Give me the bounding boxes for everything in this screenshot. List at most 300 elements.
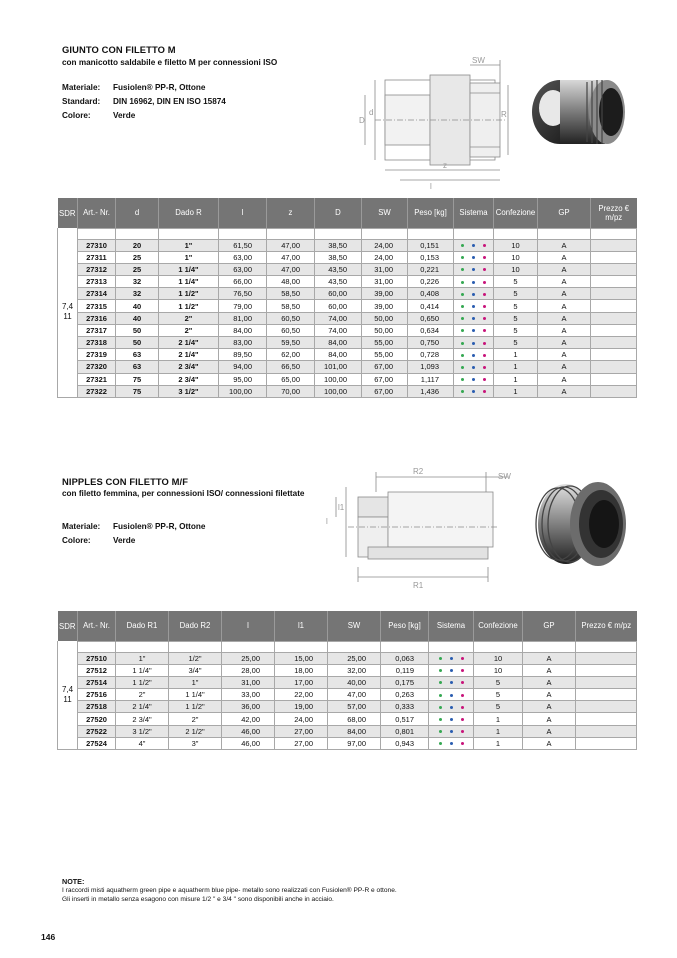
table-row [58,300,637,312]
spacer-cell [408,228,454,239]
table-cell: A [538,324,591,336]
system-dot-icon [483,293,486,296]
dim-label-z: z [443,161,447,170]
system-dot-icon [461,342,464,345]
col-l: l [219,198,267,228]
system-dot-icon [472,317,475,320]
table-cell: 27316 [78,312,116,324]
system-dot-icon [472,390,475,393]
system-dot-icon [439,681,442,684]
table-cell: 27310 [78,239,116,251]
table-cell: 31,00 [362,263,408,275]
spacer-cell [362,228,408,239]
table-cell: 67,00 [362,373,408,385]
nipple-product-table [57,611,637,750]
system-dot-icon [439,718,442,721]
table-cell: 100,00 [315,385,362,397]
joint-cross-section-drawing [355,55,515,195]
notes-line-2: Gli inserti in metallo senza esagono con misure 1/2 " e 3/4 " sono disponibili anche in acciaio. [62,896,334,903]
system-cell [454,263,494,275]
table-cell: 5 [474,676,523,688]
table-cell: 0,414 [408,300,454,312]
price-cell [576,737,637,749]
table-cell: 27313 [78,276,116,288]
table-cell: A [538,385,591,397]
price-cell [591,312,637,324]
dim-label-l: l [326,517,328,526]
table-cell: 36,00 [222,701,275,713]
system-dot-icon [472,329,475,332]
table-row [58,725,637,737]
table-cell: 66,50 [267,361,315,373]
table-cell: 63,00 [219,251,267,263]
table-cell: 100,00 [315,373,362,385]
spec-key: Colore: [62,536,91,545]
table-cell: 0,634 [408,324,454,336]
col-sdr: SDR [58,611,78,641]
system-dot-icon [472,354,475,357]
table-cell: 33,00 [222,689,275,701]
table-row [58,324,637,336]
table-cell: 17,00 [275,676,328,688]
system-cell [429,676,474,688]
table-cell: 84,00 [219,324,267,336]
spacer-cell [591,228,637,239]
col-sw: SW [362,198,408,228]
system-cell [454,373,494,385]
nipple-cross-section-drawing [318,462,528,592]
system-dot-icon [483,281,486,284]
table-cell: 5 [494,324,538,336]
table-cell: 1 1/2" [159,300,219,312]
col-sistema: Sistema [454,198,494,228]
col-art-nr: Art.- Nr. [78,611,116,641]
system-dot-icon [472,293,475,296]
system-dot-icon [461,244,464,247]
table-cell: 2 1/4" [116,701,169,713]
spec-standard [62,97,226,106]
table-cell: 31,00 [222,676,275,688]
spacer-cell [454,228,494,239]
table-cell: 74,00 [315,312,362,324]
system-cell [454,385,494,397]
system-dot-icon [483,366,486,369]
system-cell [429,713,474,725]
price-cell [591,337,637,349]
table-cell: A [523,689,576,701]
table-cell: 40 [116,300,159,312]
table-cell: 10 [494,263,538,275]
system-dot-icon [450,718,453,721]
table-cell: 1 [494,385,538,397]
table-cell: 66,00 [219,276,267,288]
table-cell: 67,00 [362,361,408,373]
table-cell: 2 3/4" [116,713,169,725]
table-cell: 70,00 [267,385,315,397]
table-cell: 25,00 [328,652,381,664]
spec-value: Verde [113,536,136,545]
system-dot-icon [461,317,464,320]
table-cell: 5 [474,701,523,713]
col-peso: Peso [kg] [381,611,429,641]
table-cell: 39,00 [362,300,408,312]
table-cell: 81,00 [219,312,267,324]
notes-line-1: I raccordi misti aquatherm green pipe e aquatherm blue pipe- metallo sono realizzati con Fusiolen® PP-R e ottone. [62,887,397,894]
system-cell [429,737,474,749]
table-cell: 3 1/2" [116,725,169,737]
spec-key: Materiale: [62,522,101,531]
table-cell: 1 1/2" [116,676,169,688]
spec-key: Colore: [62,111,91,120]
spacer-cell [159,228,219,239]
nipple-product-image [526,476,632,572]
table-cell: 75 [116,373,159,385]
table-cell: 1 [494,373,538,385]
table-cell: 27510 [78,652,116,664]
spacer-cell [576,641,637,652]
table-cell: 2" [159,312,219,324]
table-cell: 2 3/4" [159,373,219,385]
system-dot-icon [461,268,464,271]
table-cell: 75 [116,385,159,397]
table-cell: 1 [494,349,538,361]
table-cell: 24,00 [275,713,328,725]
price-cell [591,373,637,385]
price-cell [576,713,637,725]
table-cell: 39,00 [362,288,408,300]
system-dot-icon [472,378,475,381]
table-cell: 4" [116,737,169,749]
table-cell: 50,00 [362,312,408,324]
table-row [58,337,637,349]
table-row [58,373,637,385]
dim-label-sw: SW [498,472,511,481]
table-cell: 0,063 [381,652,429,664]
table-cell: 32 [116,276,159,288]
system-dot-icon [461,366,464,369]
col-art-nr: Art.- Nr. [78,198,116,228]
spacer-cell [494,228,538,239]
table-cell: 67,00 [362,385,408,397]
system-dot-icon [439,730,442,733]
system-dot-icon [472,281,475,284]
system-dot-icon [461,354,464,357]
table-row [58,263,637,275]
table-spacer-row [58,228,637,239]
table-cell: A [538,312,591,324]
system-cell [454,239,494,251]
system-cell [454,349,494,361]
table-cell: 27314 [78,288,116,300]
price-cell [591,263,637,275]
table-cell: 40 [116,312,159,324]
table-cell: 31,00 [362,276,408,288]
table-cell: 60,00 [315,300,362,312]
table-cell: 2" [116,689,169,701]
system-dot-icon [461,718,464,721]
table-cell: 27321 [78,373,116,385]
system-cell [429,689,474,701]
table-cell: 27315 [78,300,116,312]
table-cell: 1" [116,652,169,664]
system-dot-icon [450,706,453,709]
table-cell: 27518 [78,701,116,713]
price-cell [591,349,637,361]
system-dot-icon [439,694,442,697]
table-cell: 5 [474,689,523,701]
system-dot-icon [461,681,464,684]
col-l: l [222,611,275,641]
table-cell: 68,00 [328,713,381,725]
table-cell: 22,00 [275,689,328,701]
spacer-cell [78,641,116,652]
table-cell: 50 [116,337,159,349]
table-cell: 27317 [78,324,116,336]
system-dot-icon [461,657,464,660]
table-cell: 27320 [78,361,116,373]
table-row [58,689,637,701]
table-cell: A [523,676,576,688]
price-cell [576,725,637,737]
system-dot-icon [450,669,453,672]
table-cell: 0,153 [408,251,454,263]
table-cell: 38,50 [315,239,362,251]
table-cell: 63 [116,361,159,373]
table-cell: 27512 [78,664,116,676]
table-cell: 5 [494,288,538,300]
system-cell [429,652,474,664]
table-cell: 50 [116,324,159,336]
table-cell: 27312 [78,263,116,275]
table-cell: 27514 [78,676,116,688]
table-cell: 47,00 [267,263,315,275]
page-number: 146 [41,932,56,942]
table-cell: 84,00 [315,337,362,349]
system-dot-icon [461,669,464,672]
spacer-cell [116,228,159,239]
table-cell: 10 [474,652,523,664]
table-cell: 46,00 [222,725,275,737]
table-cell: 10 [474,664,523,676]
table-cell: 1" [159,239,219,251]
table-cell: 1,093 [408,361,454,373]
system-dot-icon [472,342,475,345]
table-cell: 58,50 [267,300,315,312]
system-dot-icon [483,378,486,381]
table-cell: 2 3/4" [159,361,219,373]
system-dot-icon [461,706,464,709]
table-cell: 0,226 [408,276,454,288]
spacer-cell [315,228,362,239]
table-cell: 3 1/2" [159,385,219,397]
spec-material [62,83,205,92]
table-cell: 43,50 [315,263,362,275]
table-row [58,385,637,397]
dim-label-D: D [359,116,365,125]
table-cell: 46,00 [222,737,275,749]
table-cell: 27524 [78,737,116,749]
table-cell: 43,50 [315,276,362,288]
table-cell: 60,50 [267,324,315,336]
col-z: z [267,198,315,228]
table-cell: 1 1/2" [169,701,222,713]
system-dot-icon [472,366,475,369]
table-cell: 1 [474,713,523,725]
table-cell: 1 1/2" [159,288,219,300]
table-row [58,251,637,263]
system-dot-icon [472,256,475,259]
table-cell: A [538,251,591,263]
table-cell: 18,00 [275,664,328,676]
table-cell: 0,263 [381,689,429,701]
table-cell: 60,00 [315,288,362,300]
spec-key: Standard: [62,97,101,106]
spacer-cell [538,228,591,239]
table-cell: 94,00 [219,361,267,373]
price-cell [591,385,637,397]
col-prezzo: Prezzo € m/pz [576,611,637,641]
table-row [58,701,637,713]
table-cell: 0,408 [408,288,454,300]
table-cell: 1 [474,725,523,737]
spacer-cell [381,641,429,652]
spacer-cell [275,641,328,652]
table-row [58,288,637,300]
system-dot-icon [461,305,464,308]
price-cell [591,276,637,288]
table-cell: 0,517 [381,713,429,725]
table-row [58,737,637,749]
spacer-cell [429,641,474,652]
table-row [58,664,637,676]
table-cell: 47,00 [267,239,315,251]
spec-color [62,536,135,545]
system-dot-icon [483,256,486,259]
table-cell: A [538,263,591,275]
table-cell: 48,00 [267,276,315,288]
col-sistema: Sistema [429,611,474,641]
spec-material [62,522,205,531]
table-cell: 60,50 [267,312,315,324]
table-cell: 1,117 [408,373,454,385]
table-cell: 0,151 [408,239,454,251]
dim-label-l: l [430,182,432,191]
section1-title: GIUNTO CON FILETTO M [62,44,176,55]
spec-value: DIN 16962, DIN EN ISO 15874 [113,97,226,106]
system-cell [454,251,494,263]
spec-key: Materiale: [62,83,101,92]
col-dado-r: Dado R [159,198,219,228]
table-cell: 89,50 [219,349,267,361]
system-dot-icon [461,742,464,745]
table-cell: A [523,652,576,664]
col-confezione: Confezione [474,611,523,641]
table-cell: A [538,373,591,385]
system-dot-icon [483,329,486,332]
spacer-cell [78,228,116,239]
table-cell: 0,728 [408,349,454,361]
table-cell: 20 [116,239,159,251]
section1-subtitle: con manicotto saldabile e filetto M per connessioni ISO [62,58,278,67]
col-d: d [116,198,159,228]
table-row [58,276,637,288]
table-cell: 24,00 [362,239,408,251]
system-dot-icon [439,706,442,709]
table-cell: 0,943 [381,737,429,749]
table-cell: 47,00 [267,251,315,263]
table-cell: 27,00 [275,737,328,749]
table-cell: A [538,337,591,349]
table-cell: 32,00 [328,664,381,676]
sdr-cell [58,641,78,750]
spacer-cell [116,641,169,652]
table-header [58,198,637,228]
system-dot-icon [461,256,464,259]
system-dot-icon [439,669,442,672]
col-prezzo: Prezzo € m/pz [591,198,637,228]
table-cell: 2" [159,324,219,336]
col-peso: Peso [kg] [408,198,454,228]
spacer-cell [169,641,222,652]
dim-label-r1: R1 [413,581,424,590]
table-cell: 0,750 [408,337,454,349]
table-cell: 58,50 [267,288,315,300]
table-cell: 19,00 [275,701,328,713]
system-dot-icon [483,244,486,247]
joint-product-table [57,198,637,398]
table-cell: A [538,349,591,361]
sdr-value: 7,4 11 [61,685,74,704]
table-cell: 0,221 [408,263,454,275]
table-cell: A [523,737,576,749]
table-cell: A [523,713,576,725]
table-cell: A [538,288,591,300]
table-cell: 95,00 [219,373,267,385]
table-cell: 62,00 [267,349,315,361]
system-cell [454,312,494,324]
col-confezione: Confezione [494,198,538,228]
spacer-cell [328,641,381,652]
table-row [58,349,637,361]
table-cell: 27522 [78,725,116,737]
system-dot-icon [450,657,453,660]
table-row [58,676,637,688]
notes-heading: NOTE: [62,877,85,886]
col-l1: l1 [275,611,328,641]
table-cell: 24,00 [362,251,408,263]
table-cell: 63 [116,349,159,361]
system-dot-icon [461,293,464,296]
table-cell: 1" [169,676,222,688]
table-cell: 1 1/4" [169,689,222,701]
table-cell: 38,50 [315,251,362,263]
price-cell [591,288,637,300]
table-row [58,713,637,725]
spec-value: Fusiolen® PP-R, Ottone [113,522,206,531]
table-cell: 79,00 [219,300,267,312]
col-dado-r1: Dado R1 [116,611,169,641]
table-cell: 10 [494,239,538,251]
system-cell [454,324,494,336]
table-cell: 27319 [78,349,116,361]
col-dado-r2: Dado R2 [169,611,222,641]
table-header [58,611,637,641]
system-dot-icon [483,317,486,320]
price-cell [591,300,637,312]
spec-value: Verde [113,111,136,120]
table-cell: 32 [116,288,159,300]
table-cell: 3/4" [169,664,222,676]
